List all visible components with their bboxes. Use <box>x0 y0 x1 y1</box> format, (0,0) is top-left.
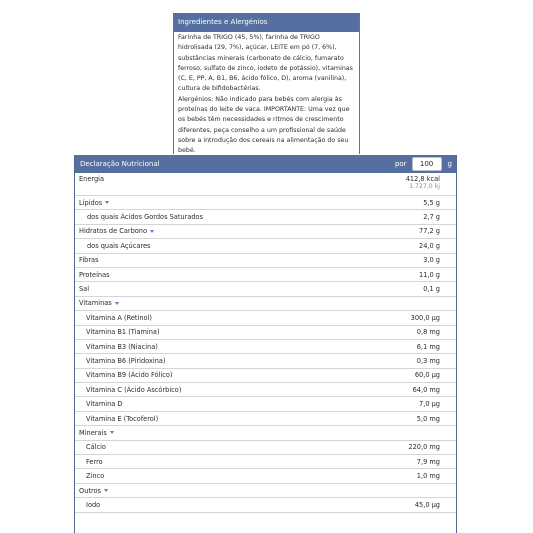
nutrient-value: 220,0 mg <box>408 443 440 452</box>
nutrient-label <box>79 400 122 408</box>
nutrient-label-text: Vitamina B3 (Niacina) <box>86 342 158 351</box>
nutrient-label-text: Fibras <box>79 256 99 265</box>
portion-unit: g <box>447 160 452 168</box>
nutrient-value: 11,0 g <box>419 270 440 279</box>
nutrient-label-text: Minerais <box>79 428 107 437</box>
nutrient-row <box>75 239 456 253</box>
nutrient-value: 2,7 g <box>423 213 440 222</box>
nutrient-label <box>79 271 110 279</box>
nutrient-value: 300,0 μg <box>410 313 440 322</box>
nutrient-value: 45,0 μg <box>414 500 440 509</box>
nutrient-value: 1,0 mg <box>416 472 440 481</box>
nutrient-row <box>75 469 456 483</box>
nutrient-label-text: Vitamina B6 (Piridoxina) <box>86 356 166 365</box>
nutrient-label <box>79 285 89 293</box>
nutrient-value: 3,0 g <box>423 256 440 265</box>
nutrient-row <box>75 311 456 325</box>
nutrient-label <box>79 429 114 437</box>
nutrient-group-row[interactable] <box>75 484 456 498</box>
nutrient-value: 7,9 mg <box>416 457 440 466</box>
nutrient-value: 60,0 μg <box>414 371 440 380</box>
energy-kj: 1.727,0 kj <box>409 183 440 190</box>
nutrient-label-text: Lípidos <box>79 198 103 207</box>
nutrient-label-text: Proteínas <box>79 270 110 279</box>
nutrient-value: 5,0 mg <box>416 414 440 423</box>
portion-input[interactable]: 100 <box>412 157 442 171</box>
nutrient-value: 6,1 mg <box>416 342 440 351</box>
energy-label: Energia <box>79 175 105 183</box>
nutrient-label <box>79 343 158 351</box>
nutrient-label-text: Iodo <box>86 500 101 509</box>
chevron-down-icon[interactable] <box>150 230 154 233</box>
energy-value <box>406 175 440 191</box>
nutrient-label <box>79 472 104 480</box>
nutrient-value: 77,2 g <box>419 227 440 236</box>
nutrient-label-text: Outros <box>79 486 101 495</box>
nutrient-label <box>79 227 154 235</box>
nutrient-label-text: Vitamina E (Tocoferol) <box>86 414 159 423</box>
nutrient-label <box>79 458 103 466</box>
nutrient-label-text: Vitamina D <box>86 400 123 409</box>
nutrient-rows <box>75 196 456 513</box>
nutrient-label <box>79 415 158 423</box>
nutrient-row <box>75 254 456 268</box>
nutrient-label-text: Hidratos de Carbono <box>79 227 148 236</box>
chevron-down-icon[interactable] <box>105 201 109 204</box>
nutrient-label <box>79 256 99 264</box>
ingredients-text: Farinha de TRIGO (45, 5%), farinha de TRIGO hidrolisada (29, 7%), açúcar, LEITE em pó (7, 6%), substâncias minerais (carbonato de cálcio, fumarato ferroso, sulfato de zinco, iodeto de potássio), vitaminas (C, E, PP, A, B1, B6, ácido fólico, D), aroma (vanilina), cultura de bifidobactérias. <box>178 34 353 93</box>
nutrient-row <box>75 455 456 469</box>
nutrient-label-text: Vitamina B1 (Tiamina) <box>86 328 160 337</box>
portion-label: por <box>394 160 407 168</box>
nutrient-value: 64,0 mg <box>412 385 440 394</box>
nutrient-group-row[interactable] <box>75 225 456 239</box>
chevron-down-icon[interactable] <box>115 302 119 305</box>
energy-row <box>75 173 456 196</box>
nutrient-value: 24,0 g <box>419 241 440 250</box>
nutrient-label-text: dos quais Ácidos Gordos Saturados <box>87 213 204 222</box>
nutrient-label <box>79 213 203 221</box>
nutrition-header <box>75 155 456 173</box>
nutrient-row <box>75 282 456 296</box>
nutrient-label-text: Vitamina C (Ácido Ascórbico) <box>86 385 182 394</box>
nutrient-label <box>79 501 100 509</box>
nutrient-value: 0,1 g <box>423 285 440 294</box>
nutrient-row <box>75 210 456 224</box>
nutrient-group-row[interactable] <box>75 196 456 210</box>
nutrient-label <box>79 328 160 336</box>
nutrient-label <box>79 199 109 207</box>
nutrient-value: 0,3 mg <box>416 356 440 365</box>
nutrient-group-row[interactable] <box>75 426 456 440</box>
chevron-down-icon[interactable] <box>104 489 108 492</box>
nutrient-row <box>75 268 456 282</box>
nutrition-title: Declaração Nutricional <box>80 160 160 168</box>
nutrient-row <box>75 326 456 340</box>
allergens-text: Alergénios: Não indicado para bebés com alergia às proteínas do leite de vaca. IMPORTANTE: Uma vez que os bebés têm necessidades e ritmos de crescimento diferentes, peça conselho a um profissional de saúde sobre a introdução dos cereais na alimentação do seu bebé. <box>178 95 350 155</box>
nutrient-label <box>79 299 119 307</box>
nutrient-label <box>79 314 152 322</box>
nutrient-row <box>75 340 456 354</box>
nutrient-label-text: Vitamina A (Retinol) <box>86 313 152 322</box>
nutrient-label <box>79 357 166 365</box>
nutrient-label <box>79 371 172 379</box>
nutrient-label <box>79 242 150 250</box>
energy-kcal: 412,8 kcal <box>405 175 440 183</box>
nutrient-label-text: Sal <box>79 285 90 294</box>
ingredients-body <box>174 32 359 157</box>
nutrient-row <box>75 369 456 383</box>
nutrient-row <box>75 354 456 368</box>
nutrient-label-text: Zinco <box>86 472 105 481</box>
nutrient-group-row[interactable] <box>75 297 456 311</box>
chevron-down-icon[interactable] <box>110 431 114 434</box>
nutrient-label <box>79 443 106 451</box>
nutrient-label-text: Vitamina B9 (Ácido Fólico) <box>86 371 173 380</box>
nutrient-label-text: dos quais Açúcares <box>87 241 151 250</box>
nutrient-label-text: Ferro <box>86 457 103 466</box>
nutrient-row <box>75 383 456 397</box>
nutrient-label <box>79 386 181 394</box>
ingredients-panel <box>173 13 360 154</box>
nutrient-label-text: Cálcio <box>86 443 106 452</box>
ingredients-title: Ingredientes e Alergénios <box>174 13 359 32</box>
nutrient-value: 5,5 g <box>423 198 440 207</box>
nutrient-row <box>75 412 456 426</box>
nutrient-label-text: Vitaminas <box>79 299 112 308</box>
nutrient-label <box>79 487 108 495</box>
nutrient-row <box>75 441 456 455</box>
nutrient-value: 7,0 μg <box>419 400 440 409</box>
nutrient-row <box>75 498 456 512</box>
nutrition-table <box>74 155 457 533</box>
nutrient-row <box>75 397 456 411</box>
nutrient-value: 0,8 mg <box>416 328 440 337</box>
